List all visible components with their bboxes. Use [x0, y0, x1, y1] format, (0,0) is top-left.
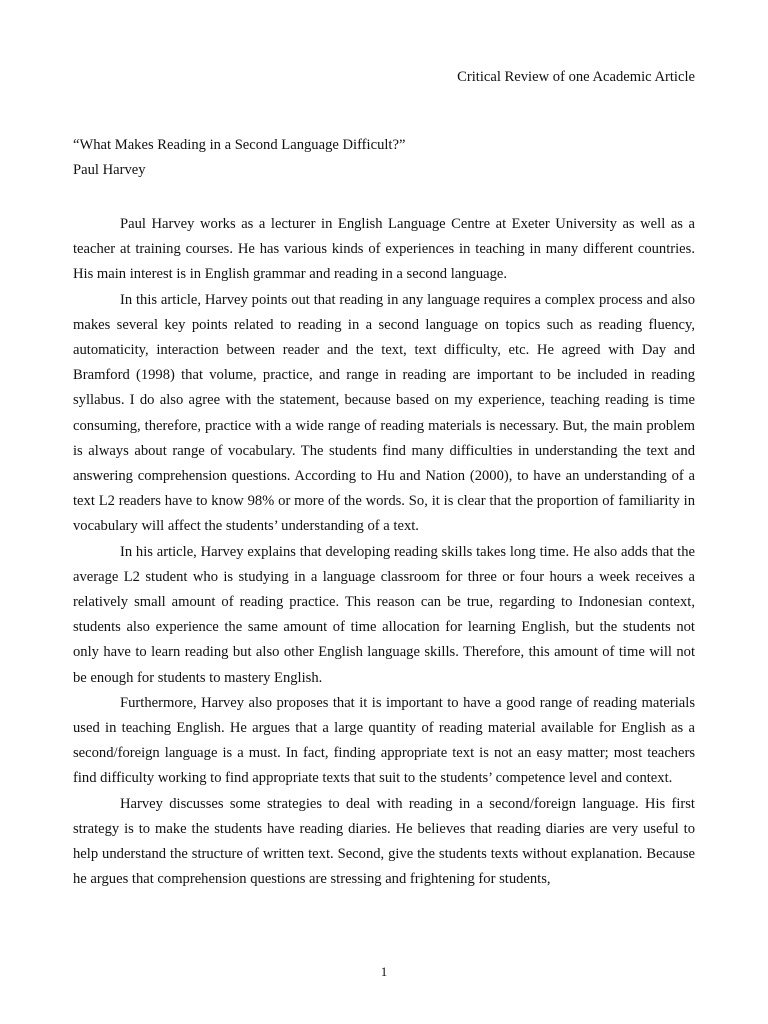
- body-paragraph: Paul Harvey works as a lecturer in English Language Centre at Exeter University as well as a teacher at training courses. He has various kinds of experiences in teaching in many different countries. His main interest is in English grammar and reading in a second language.: [73, 216, 695, 283]
- body-paragraph: Furthermore, Harvey also proposes that it is important to have a good range of reading materials used in teaching English. He argues that a large quantity of reading material available for English as a second/foreign language is a must. In fact, finding appropriate text is not an easy matter; most teachers find difficulty working to find appropriate texts that suit to the students’ competence level and context.: [73, 694, 695, 787]
- article-body: [73, 212, 695, 892]
- body-paragraph: In his article, Harvey explains that developing reading skills takes long time. He also adds that the average L2 student who is studying in a language classroom for three or four hours a week receives a relatively small amount of reading practice. This reason can be true, regarding to Indonesian context, students also experience the same amount of time allocation for learning English, but the students not only have to learn reading but also other English language skills. Therefore, this amount of time will not be enough for students to mastery English.: [73, 543, 695, 686]
- running-header: Critical Review of one Academic Article: [457, 69, 695, 85]
- page-number: 1: [380, 964, 388, 979]
- body-paragraph: In this article, Harvey points out that reading in any language requires a complex process and also makes several key points related to reading in a second language on topics such as reading fluency, automaticity, interaction between reader and the text, text difficulty, etc. He agreed with Day and Bramford (1998) that volume, practice, and range in reading are important to be included in reading syllabus. I do also agree with the statement, because based on my experience, teaching reading is time consuming, therefore, practice with a wide range of reading materials is necessary. But, the main problem is always about range of vocabulary. The students find many difficulties in understanding the text and answering comprehension questions. According to Hu and Nation (2000), to have an understanding of a text L2 readers have to know 98% or more of the words. So, it is clear that the proportion of familiarity in vocabulary will affect the students’ understanding of a text.: [73, 291, 695, 535]
- article-title: “What Makes Reading in a Second Language Difficult?”: [73, 137, 406, 153]
- article-author: Paul Harvey: [73, 162, 146, 178]
- body-paragraph: Harvey discusses some strategies to deal with reading in a second/foreign language. His first strategy is to make the students have reading diaries. He believes that reading diaries are very useful to help understand the structure of written text. Second, give the students texts without explanation. Because he argues that comprehension questions are stressing and frightening for students,: [73, 795, 695, 888]
